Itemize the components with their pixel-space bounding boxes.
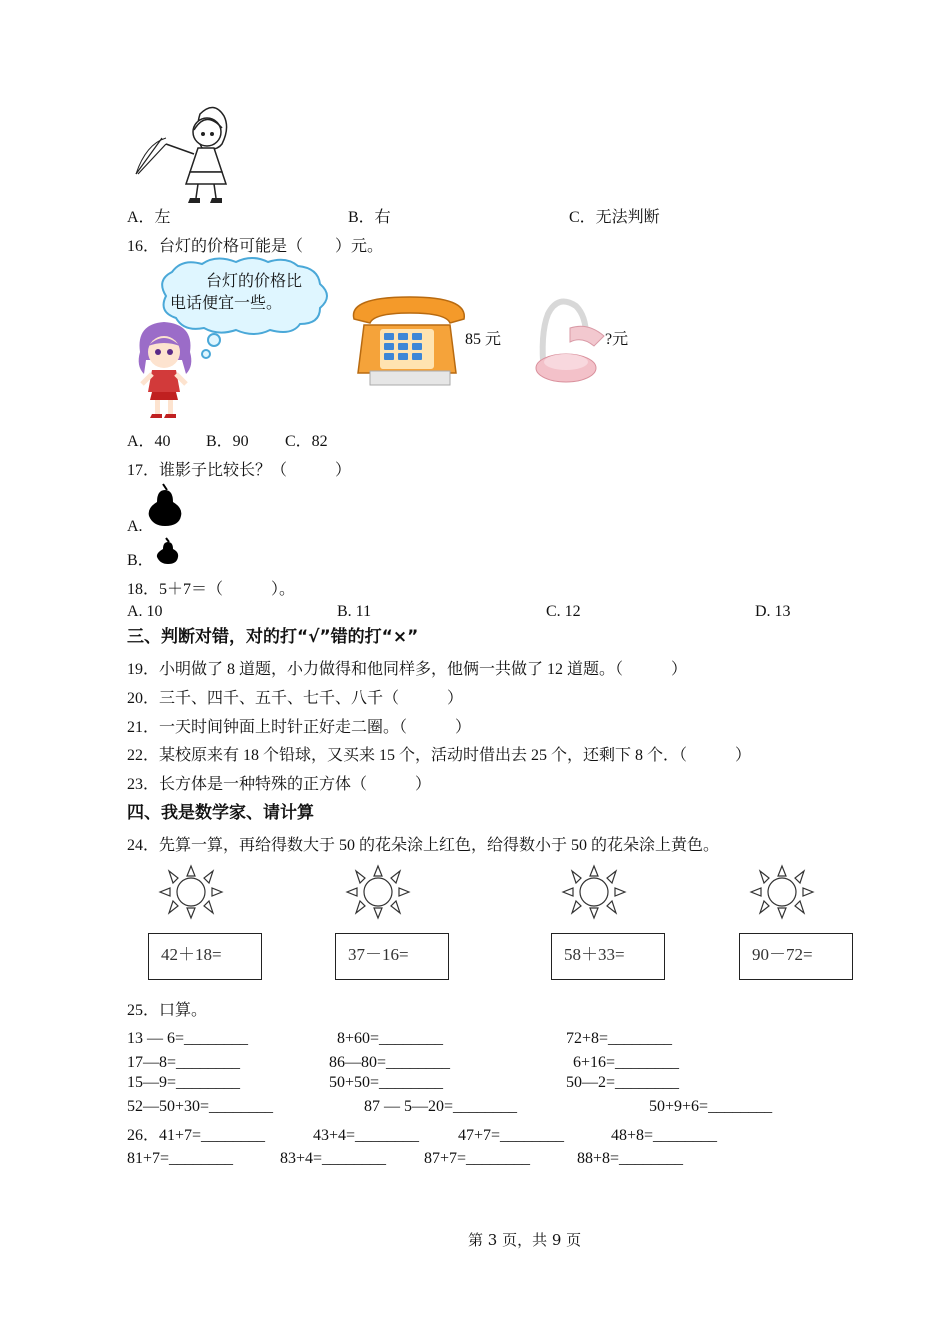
flower-icon[interactable]	[160, 866, 222, 918]
q16-option-b[interactable]: B．90	[206, 433, 249, 450]
q26-item[interactable]: 26．41+7=________	[127, 1127, 266, 1144]
q22: 22．某校原来有 18 个铅球，又买来 15 个，活动时借出去 25 个，还剩下 8 个．（ ）	[127, 747, 752, 764]
q19: 19．小明做了 8 道题，小力做得和他同样多，他俩一共做了 12 道题。（ ）	[127, 661, 688, 678]
q24-question: 24．先算一算，再给得数大于 50 的花朵涂上红色，给得数小于 50 的花朵涂上黄色。	[127, 837, 720, 854]
q24-expression: 90－72=	[752, 945, 813, 964]
telephone-illustration	[350, 295, 465, 387]
q15-option-b[interactable]: B．右	[348, 209, 391, 226]
flower-icon[interactable]	[563, 866, 625, 918]
q25-item[interactable]: 8+60=________	[337, 1030, 444, 1047]
q24-box-4	[739, 933, 853, 980]
flower-icon[interactable]	[751, 866, 813, 918]
q26-item[interactable]: 88+8=________	[577, 1150, 684, 1167]
girl-slingshot-illustration	[132, 100, 232, 205]
q25-item[interactable]: 50+9+6=________	[649, 1098, 773, 1115]
q25-item[interactable]: 87 — 5—20=________	[364, 1098, 518, 1115]
q26-item[interactable]: 81+7=________	[127, 1150, 234, 1167]
q26-item[interactable]: 83+4=________	[280, 1150, 387, 1167]
q25-item[interactable]: 6+16=________	[573, 1054, 680, 1071]
girl-illustration	[130, 322, 200, 422]
q24-expression: 58＋33=	[564, 945, 625, 964]
q25-item[interactable]: 17—8=________	[127, 1054, 241, 1071]
speech-line-1: 台灯的价格比	[206, 271, 303, 290]
section4-title: 四、我是数学家、请计算	[127, 803, 314, 823]
q21: 21．一天时间钟面上时针正好走二圈。（ ）	[127, 719, 472, 736]
q26-item[interactable]: 87+7=________	[424, 1150, 531, 1167]
q25-item[interactable]: 50—2=________	[566, 1074, 680, 1091]
q25-item[interactable]: 72+8=________	[566, 1030, 673, 1047]
q25-item[interactable]: 15—9=________	[127, 1074, 241, 1091]
q18-option-c[interactable]: C. 12	[546, 603, 581, 620]
section3-title: 三、判断对错，对的打“√”错的打“×”	[127, 627, 419, 647]
short-shadow-pear	[156, 538, 180, 564]
q18-option-b[interactable]: B. 11	[337, 603, 372, 620]
lamp-price: ?元	[605, 331, 629, 348]
q24-box-1	[148, 933, 262, 980]
flower-icon[interactable]	[347, 866, 409, 918]
q23: 23．长方体是一种特殊的正方体（ ）	[127, 776, 432, 793]
q26-item[interactable]: 48+8=________	[611, 1127, 718, 1144]
page-footer: 第 3 页，共 9 页	[468, 1231, 582, 1249]
q16-question: 16．台灯的价格可能是（ ）元。	[127, 238, 384, 255]
q26-item[interactable]: 47+7=________	[458, 1127, 565, 1144]
q24-box-3	[551, 933, 665, 980]
speech-line-2: 电话便宜一些。	[170, 293, 283, 312]
q18-option-d[interactable]: D. 13	[755, 603, 791, 620]
q17-option-a[interactable]: A.	[127, 518, 143, 535]
q24-expression: 42＋18=	[161, 945, 222, 964]
long-shadow-pear	[147, 482, 183, 526]
q17-option-b[interactable]: B．	[127, 552, 154, 569]
q25-title: 25．口算。	[127, 1002, 208, 1019]
q17-question: 17．谁影子比较长？（ ）	[127, 462, 352, 479]
q25-item[interactable]: 50+50=________	[329, 1074, 444, 1091]
q25-item[interactable]: 86—80=________	[329, 1054, 451, 1071]
q15-option-a[interactable]: A．左	[127, 209, 171, 226]
q25-item[interactable]: 52—50+30=________	[127, 1098, 274, 1115]
q16-option-c[interactable]: C．82	[285, 433, 328, 450]
q16-option-a[interactable]: A．40	[127, 433, 171, 450]
q18-option-a[interactable]: A. 10	[127, 603, 163, 620]
q24-expression: 37－16=	[348, 945, 409, 964]
q24-box-2	[335, 933, 449, 980]
phone-price: 85 元	[465, 331, 502, 348]
q20: 20．三千、四千、五千、七千、八千（ ）	[127, 690, 464, 707]
q25-item[interactable]: 13 — 6=________	[127, 1030, 249, 1047]
q26-item[interactable]: 43+4=________	[313, 1127, 420, 1144]
q18-question: 18．5＋7＝（ ）。	[127, 581, 296, 598]
desk-lamp-illustration	[530, 298, 610, 384]
q15-option-c[interactable]: C．无法判断	[569, 209, 660, 226]
